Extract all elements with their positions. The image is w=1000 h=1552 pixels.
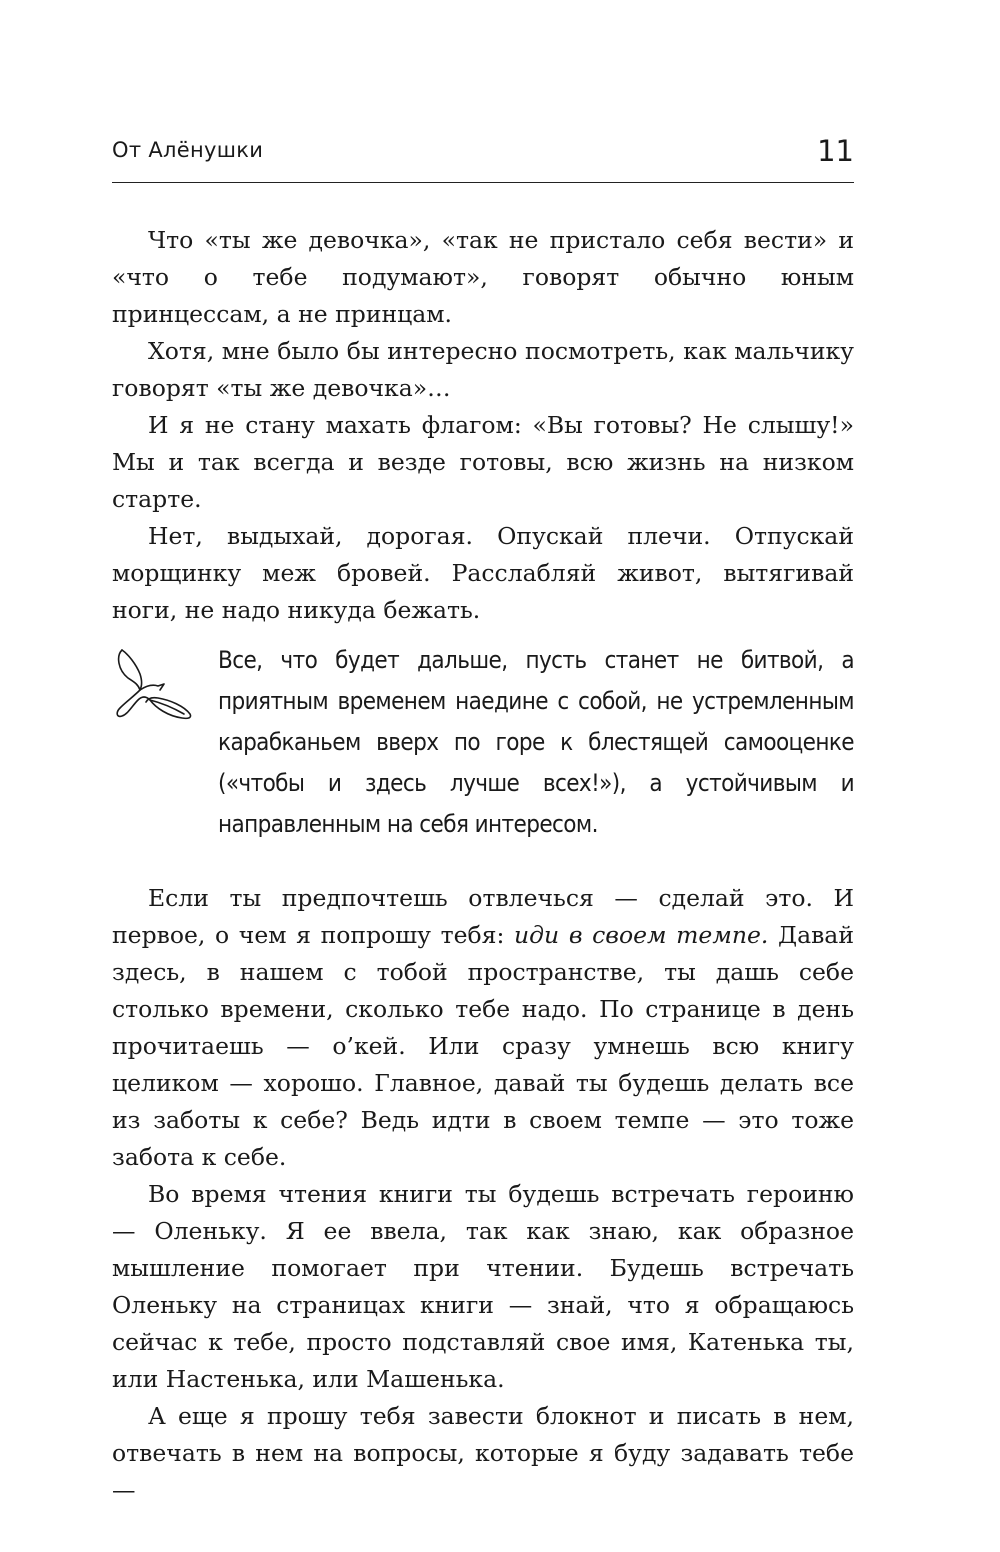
text-run: Давай здесь, в нашем с тобой пространстве, ты дашь себе столько времени, сколько тебе надо. По странице в день прочитаешь — о’кей. Или сразу умнешь всю книгу целиком — хорошо. Главное, давай ты будешь делать все из заботы к себе? Ведь идти в своем темпе — это тоже забота к себе. <box>112 921 854 1171</box>
callout-text: Все, что будет дальше, пусть станет не битвой, а приятным временем наедине с собой, не устремленным карабканьем вверх по горе к блестящей самооценке («чтобы и здесь лучше всех!»), а устойчивым и направленным на себя интересом. <box>218 646 854 838</box>
running-head <box>112 118 854 178</box>
paragraph: И я не стану махать флагом: «Вы готовы? Не слышу!» Мы и так всегда и везде готовы, всю жизнь на низком старте. <box>112 411 854 513</box>
paragraph: Нет, выдыхай, дорогая. Опускай плечи. Отпускай морщинку меж бровей. Расслабляй живот, вытягивай ноги, не надо никуда бежать. <box>112 522 854 624</box>
callout-box <box>112 640 854 840</box>
intro-text-block <box>112 222 854 629</box>
paragraph: Хотя, мне было бы интересно посмотреть, как мальчику говорят «ты же девочка»… <box>112 337 854 402</box>
text-run: Если ты предпочтешь отвлечься — сделай это. И первое, о чем я попрошу тебя: <box>112 884 854 949</box>
paragraph: А еще я прошу тебя завести блокнот и писать в нем, отвечать в нем на вопросы, которые я буду задавать тебе — <box>112 1402 854 1504</box>
bird-icon <box>112 644 192 734</box>
paragraph: Что «ты же девочка», «так не пристало себя вести» и «что о тебе подумают», говорят обычно юным принцессам, а не принцам. <box>112 226 854 328</box>
main-text-block <box>112 880 854 1509</box>
running-title: От Алёнушки <box>112 138 264 162</box>
header-rule <box>112 182 854 183</box>
page-number: 11 <box>817 134 854 168</box>
emphasis-text: иди в своем темпе. <box>514 921 769 949</box>
paragraph: Во время чтения книги ты будешь встречать героиню — Оленьку. Я ее ввела, так как знаю, как образное мышление помогает при чтении. Будешь встречать Оленьку на страницах книги — знай, что я обращаюсь сейчас к тебе, просто подставляй свое имя, Катенька ты, или Настенька, или Машенька. <box>112 1180 854 1393</box>
paragraph <box>112 880 854 1176</box>
